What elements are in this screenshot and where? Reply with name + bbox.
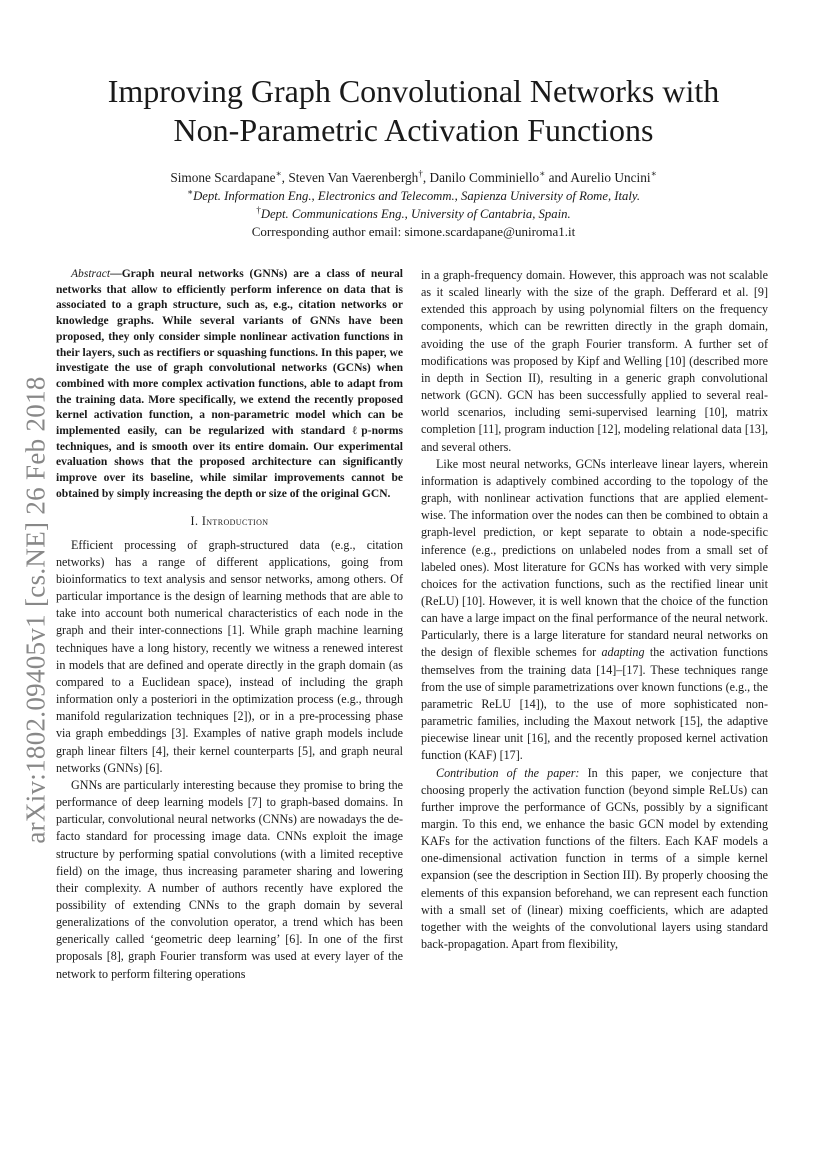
author-name: Simone Scardapane [170,170,276,185]
author-name: Steven Van Vaerenbergh [288,170,419,185]
abstract-text: —Graph neural networks (GNNs) are a class of neural networks that allow to efficiently perform inference on data that is associated to a graph structure, such as, e.g., citation networks or knowledge graphs. While several variants of GNNs have been proposed, they only consider simple nonlinear activation functions in their layers, such as rectifiers or squashing functions. In this paper, we investigate the use of graph convolutional networks (GCNs) when combined with more complex activation functions, able to adapt from the training data. More specifically, we extend the recently proposed kernel activation function, a non-parametric model which can be implemented easily, can be regularized with standard ℓp-norms techniques, and is smooth over its entire domain. Our experimental evaluation shows that the proposed architecture can significantly improve over its baseline, while similar improvements cannot be obtained by simply increasing the depth or size of the original GCN. [56,268,403,500]
affiliation-mark: ∗ [275,168,282,179]
run-in-heading: Contribution of the paper: [436,765,580,780]
affiliation-mark: † [418,168,423,179]
paper-title-line-1: Improving Graph Convolutional Networks with [107,73,720,109]
paper-title [60,72,767,150]
paragraph: Like most neural networks, GCNs interleave linear layers, wherein information is adaptively combined according to the topology of the graph, with nonlinear activation functions that are applied element-wise. The information over the nodes can then be combined to obtain a graph-level prediction, or kept separate to obtain a node-specific inference (e.g., predictions on unlabeled nodes from a small set of labeled ones). Most literature for GCNs has worked with very simple choices for the activation functions, such as the rectified linear unit (ReLU) [10]. However, it is well known that the choice of the function can have a large impact on the final performance of the neural network. Particularly, there is a large literature for standard neural networks on the design of flexible schemes for adapting the activation functions themselves from the training data [14]–[17]. These techniques range from the use of simple parametrizations over known functions (e.g., the parametric ReLU [14]), to the use of more sophisticated non-parametric families, including the Maxout network [15], the adaptive piecewise linear unit [16], and the recently proposed kernel activation function (KAF) [17]. [421,456,768,763]
paper-title-line-2: Non-Parametric Activation Functions [173,112,654,148]
paragraph: Efficient processing of graph-structured data (e.g., citation networks) has a range of different applications, going from bioinformatics to text analysis and sensor networks, among others. Of particular importance is the design of learning methods that are able to take into account both numerical characteristics of each node in the graph and their inter-connections [1]. While graph machine learning techniques have a long history, recently we witness a renewed interest in models that are defined and operate directly in the graph domain (as compared to a Euclidean space), instead of including the graph information only a posteriori in the optimization process (e.g., through manifold regularization techniques [2]), or in a pre-processing phase via graph embeddings [3]. Examples of native graph models include graph linear filters [4], their kernel counterparts [5], and graph neural networks (GNNs) [6]. [56,537,403,775]
right-column [421,267,768,953]
affiliation-1: ∗Dept. Information Eng., Electronics and Telecomm., Sapienza University of Rome, Italy. [186,186,641,203]
author-name: Aurelio Uncini [570,170,651,185]
paragraph-contribution: Contribution of the paper: In this paper, we conjecture that choosing properly the activation function (beyond simple ReLUs) can further improve the performance of GCNs, possibly by a significant margin. To this end, we enhance the basic GCN model by extending KAFs for the activation functions of the filters. Each KAF models a one-dimensional activation function in terms of a simple kernel expansion (see the description in Section III). By properly choosing the elements of this expansion beforehand, we can represent each function with a small set of (linear) mixing coefficients, which are adapted together with the weights of the convolutional layers using standard back-propagation. Apart from flexibility, [421,765,768,952]
abstract [56,267,403,503]
affiliation-2: †Dept. Communications Eng., University of Cantabria, Spain. [256,204,571,221]
section-heading-introduction: I. Introduction [190,513,269,528]
affiliation-mark: ∗ [650,168,657,179]
author-list: Simone Scardapane∗, Steven Van Vaerenbergh†, Danilo Comminiello∗ and Aurelio Uncini∗ [170,168,657,185]
left-column [56,267,403,983]
arxiv-identifier-text: arXiv:1802.09405v1 [cs.NE] 26 Feb 2018 [20,376,51,844]
paragraph: in a graph-frequency domain. However, this approach was not scalable as it scaled linearly with the size of the graph. Defferard et al. [9] extended this approach by using polynomial filters on the frequency components, which can be rewritten directly in the graph domain, avoiding the use of the graph Fourier transform. A further set of modifications was proposed by Kipf and Welling [10] (described more in depth in Section II), resulting in a generic graph convolutional network (GCN). GCN has been successfully applied to several real-world scenarios, including semi-supervised learning [10], matrix completion [11], program induction [12], modeling relational data [13], and several others. [421,268,768,454]
affiliation-mark: ∗ [539,168,546,179]
abstract-label: Abstract [71,268,111,280]
author-name: Danilo Comminiello [429,170,540,185]
corresponding-author-email: Corresponding author email: simone.scardapane@uniroma1.it [251,224,576,239]
paragraph: GNNs are particularly interesting because they promise to bring the performance of deep learning models [7] to graph-based domains. In particular, convolutional neural networks (CNNs) are nowadays the de-facto standard for processing image data. CNNs exploit the image structure by performing spatial convolutions (with a limited receptive field) on the image, thus increasing parameter sharing and lowering their complexity. A number of authors recently have explored the possibility of extending CNNs to the graph domain by several generalizations of the convolution operator, a trend which has been generically called ‘geometric deep learning’ [6]. In one of the first proposals [8], graph Fourier transform was used at every layer of the network to perform filtering operations [56,777,403,981]
